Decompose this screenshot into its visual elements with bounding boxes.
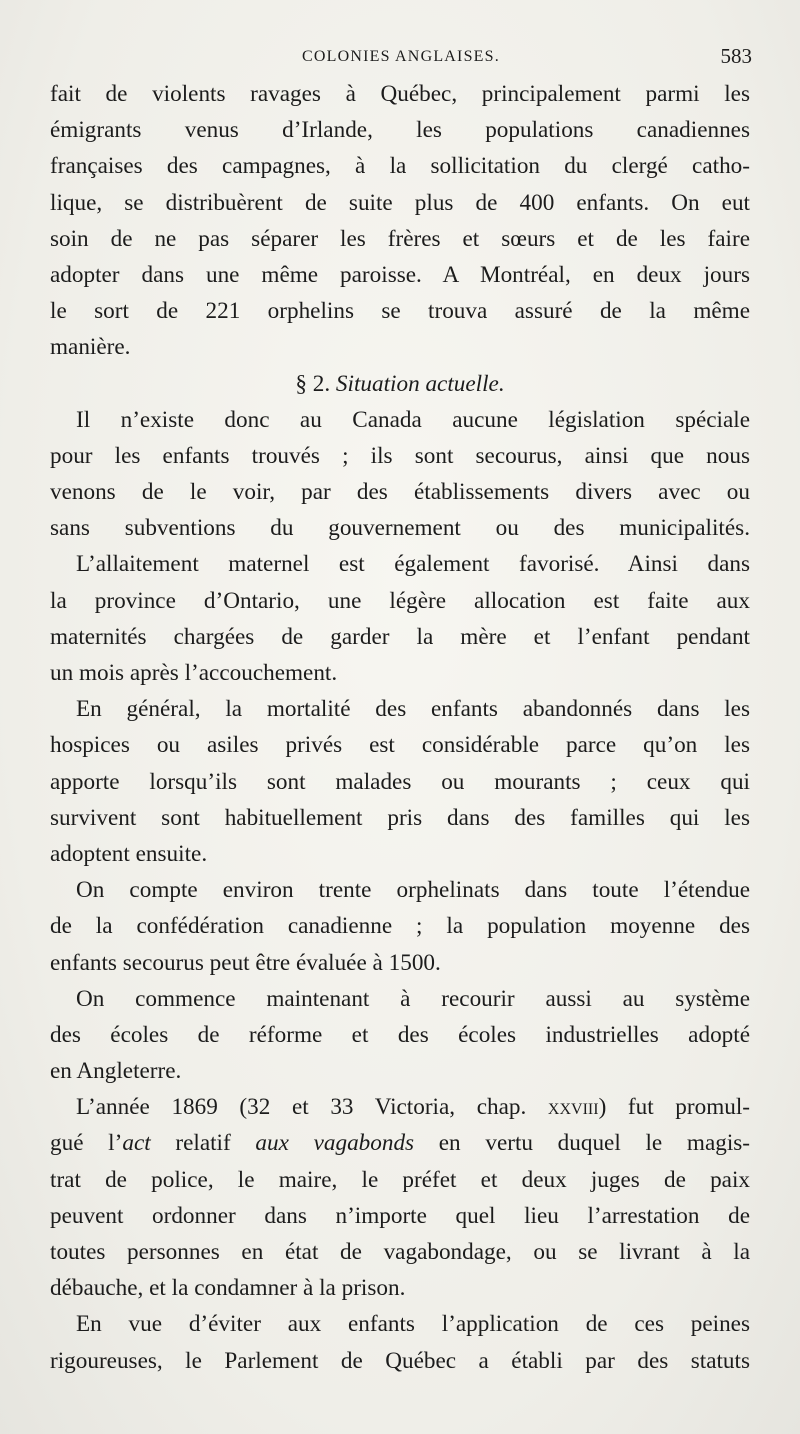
text-line — [50, 1125, 750, 1161]
text-line: émigrants venus d’Irlande, les populations canadiennes — [50, 117, 750, 144]
text-line: L’allaitement maternel est également favorisé. Ainsi dans — [76, 551, 750, 578]
section-heading — [50, 366, 750, 402]
text-run: gué l’ — [50, 1130, 123, 1157]
text-line: fait de violents ravages à Québec, principalement parmi les — [50, 81, 750, 107]
text-line: un mois après l’accouchement. — [50, 660, 338, 686]
text-line: pour les enfants trouvés ; ils sont secourus, ainsi que nous — [50, 442, 750, 469]
text-line: peuvent ordonner dans n’importe quel lieu l’arrestation de — [50, 1202, 750, 1229]
text-line: En vue d’éviter aux enfants l’application de ces peines — [76, 1311, 750, 1338]
text-line: sans subventions du gouvernement ou des municipalités. — [50, 515, 750, 542]
text-line: manière. — [50, 334, 131, 361]
text-line: On compte environ trente orphelinats dans toute l’étendue — [76, 877, 750, 904]
text-run: relatif — [150, 1130, 256, 1157]
text-line: adopter dans une même paroisse. A Montréal, en deux jours — [50, 261, 750, 288]
text-line: soin de ne pas séparer les frères et sœurs et de les faire — [50, 225, 750, 252]
text-line: débauche, et la condamner à la prison. — [50, 1275, 406, 1302]
text-line: apporte lorsqu’ils sont malades ou mourants ; ceux qui — [50, 768, 750, 795]
text-line: le sort de 221 orphelins se trouva assuré de la même — [50, 298, 750, 325]
body-text — [50, 76, 750, 1379]
italic-term-vagabonds: aux vagabonds — [255, 1130, 415, 1157]
text-line: Il n’existe donc au Canada aucune législation spéciale — [76, 406, 750, 433]
text-line: rigoureuses, le Parlement de Québec a établi par des statuts — [50, 1347, 750, 1374]
running-title: COLONIES ANGLAISES. — [302, 48, 500, 65]
text-line: lique, se distribuèrent de suite plus de 400 enfants. On eut — [50, 189, 750, 216]
text-line: survivent sont habituellement pris dans des familles qui les — [50, 804, 750, 831]
text-line: adoptent ensuite. — [50, 840, 208, 867]
running-head — [50, 44, 752, 72]
section-number: § 2. — [295, 370, 331, 397]
text-line: En général, la mortalité des enfants abandonnés dans les — [76, 696, 750, 723]
text-line: maternités chargées de garder la mère et l’enfant pendant — [50, 623, 750, 650]
text-line: venons de le voir, par des établissements divers avec ou — [50, 479, 750, 506]
section-title: Situation actuelle. — [335, 370, 505, 397]
text-run: L’année 1869 (32 et 33 Victoria, chap. — [76, 1094, 548, 1121]
text-line: la province d’Ontario, une légère allocation est faite aux — [50, 587, 750, 614]
text-line: enfants secourus peut être évaluée à 1500. — [50, 949, 441, 976]
text-line: des écoles de réforme et des écoles industrielles adopté — [50, 1021, 750, 1048]
page-number: 583 — [720, 44, 752, 68]
text-line: hospices ou asiles privés est considérable parce qu’on les — [50, 732, 750, 759]
text-line: On commence maintenant à recourir aussi au système — [76, 985, 750, 1012]
text-line: toutes personnes en état de vagabondage, ou se livrant à la — [50, 1239, 750, 1265]
italic-term-act: act — [122, 1130, 151, 1157]
text-line: de la confédération canadienne ; la population moyenne des — [50, 913, 750, 940]
text-line: en Angleterre. — [50, 1058, 182, 1085]
chapter-numeral: xxviii — [547, 1094, 599, 1121]
text-line: françaises des campagnes, à la sollicitation du clergé catho- — [50, 153, 750, 180]
text-run: ) fut promul- — [598, 1094, 750, 1121]
text-run: en vertu duquel le magis- — [414, 1130, 751, 1157]
text-line — [50, 1089, 750, 1125]
text-line: trat de police, le maire, le préfet et deux juges de paix — [50, 1166, 750, 1193]
